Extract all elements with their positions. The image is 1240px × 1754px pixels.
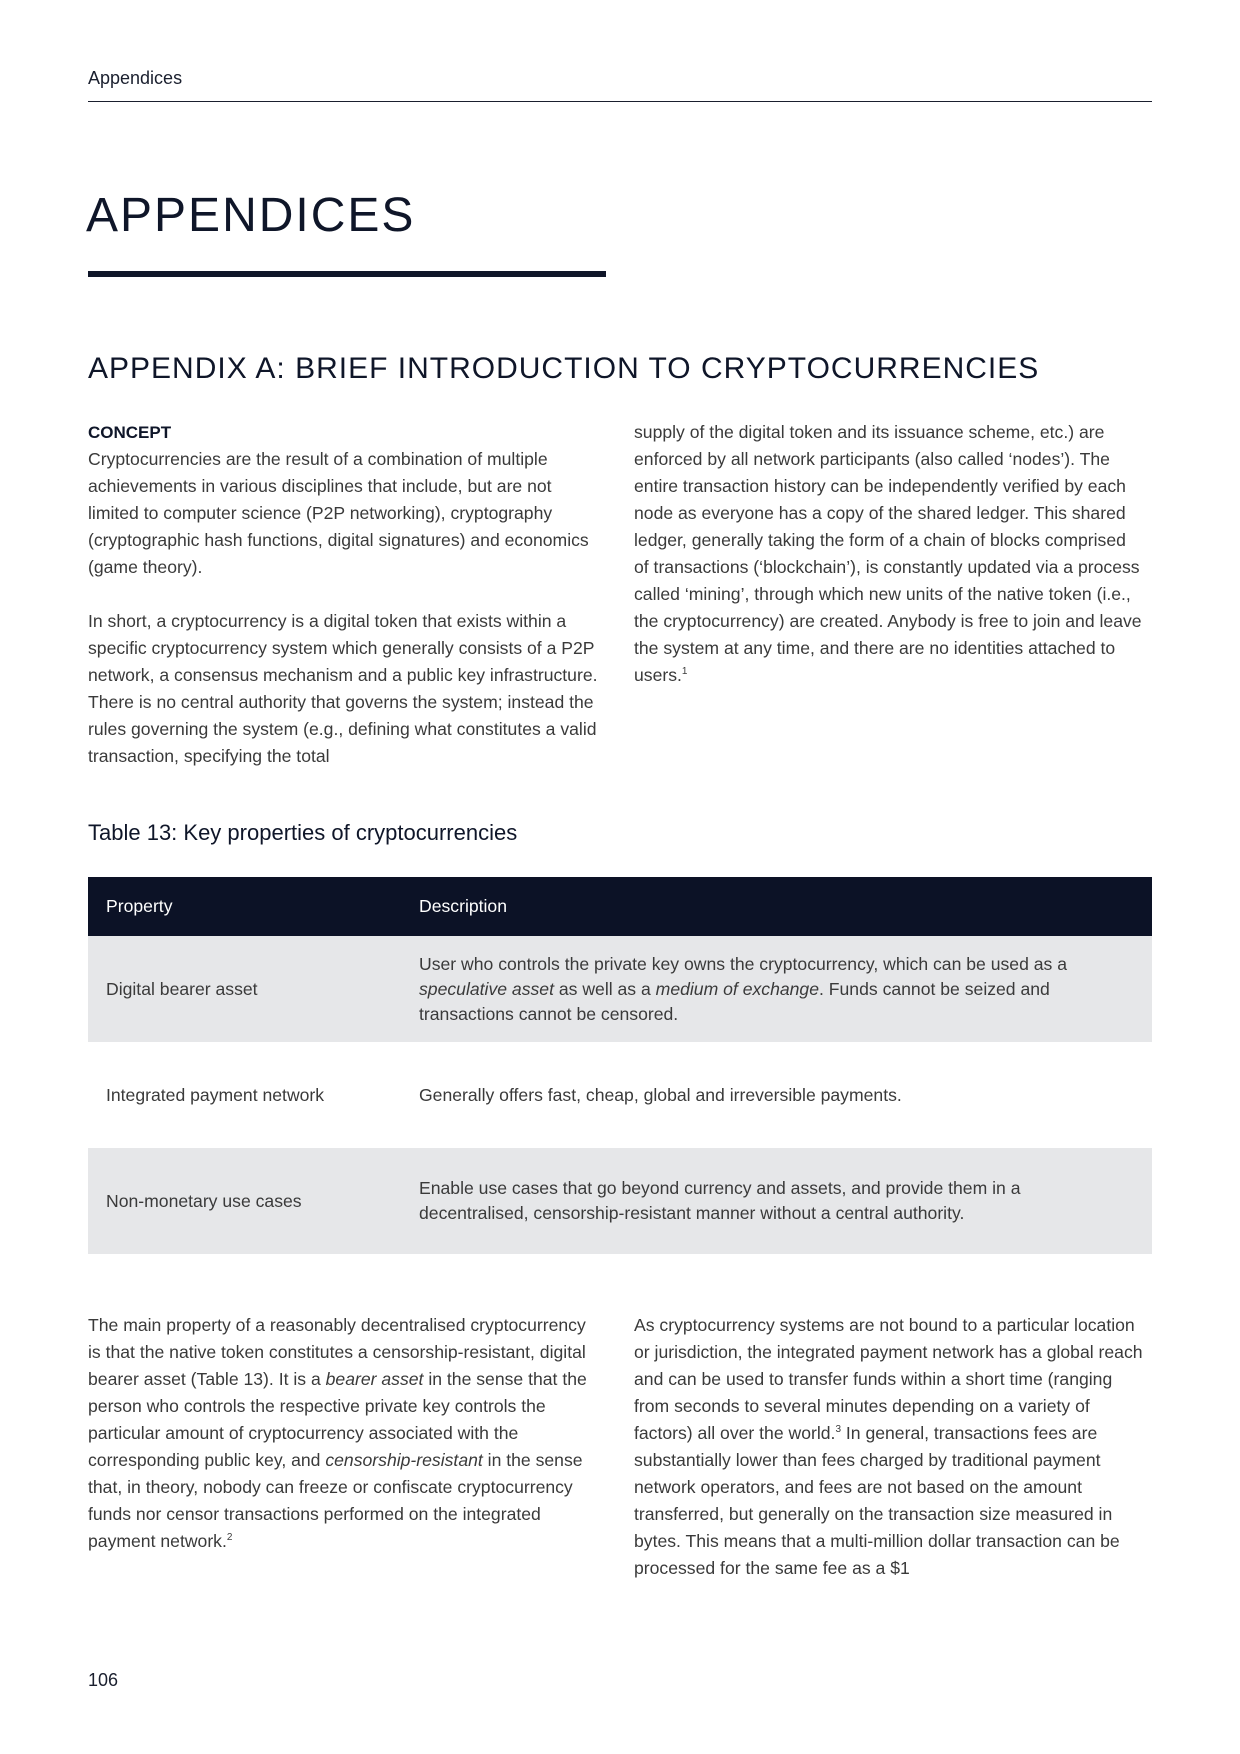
body-text: As cryptocurrency systems are not bound to a particular location or jurisdiction, the integrated payment network has a global reach and can be used to transfer funds within a short time (ranging from seconds to several minutes depending on a variety of factors) all over the world. xyxy=(634,1315,1143,1443)
table-header-row xyxy=(88,877,1152,936)
column-header-property: Property xyxy=(88,877,401,936)
body-text: The main property of a reasonably decentralised cryptocurrency is that the native token constitutes a censorship-resistant, digital bearer asset (Table 13). It is a xyxy=(88,1315,586,1389)
header-divider xyxy=(88,101,1152,102)
property-cell: Digital bearer asset xyxy=(88,936,401,1042)
table-caption: Table 13: Key properties of cryptocurrencies xyxy=(88,820,518,845)
footnote-ref-3[interactable]: 3 xyxy=(835,1424,841,1435)
title-underline xyxy=(88,271,606,277)
bearer-asset-emphasis: bearer asset xyxy=(325,1369,424,1389)
body-right-column xyxy=(634,1312,1144,1582)
description-text: as well as a xyxy=(553,978,656,999)
page-number: 106 xyxy=(88,1670,119,1690)
body-text: in the sense that, in theory, nobody can freeze or confiscate cryptocurrency funds nor censor transactions performed on the integrated payment network. xyxy=(88,1450,583,1551)
intro-paragraph-2-text: supply of the digital token and its issuance scheme, etc.) are enforced by all network participants (also called ‘nodes’). The entire transaction history can be independently verified by each node as everyone has a copy of the shared ledger. This shared ledger, generally taking the form of a chain of blocks comprised of transactions (‘blockchain’), is constantly updated via a process called ‘mining’, through which new units of the native token (i.e., the cryptocurrency) are created. Anybody is free to join and leave the system at any time, and there are no identities attached to users. xyxy=(634,422,1142,685)
description-text: . Funds cannot be seized and transactions cannot be censored. xyxy=(419,978,1050,1024)
concept-subheading: CONCEPT xyxy=(88,423,172,442)
property-cell: Integrated payment network xyxy=(106,1084,325,1105)
table-row xyxy=(88,1042,1152,1148)
description-cell xyxy=(401,936,1152,1042)
footnote-ref-2[interactable]: 2 xyxy=(226,1532,233,1543)
body-paragraph-right xyxy=(634,1312,1144,1582)
column-header-description: Description xyxy=(401,877,1152,936)
description-cell: Generally offers fast, cheap, global and irreversible payments. xyxy=(419,1084,902,1105)
body-paragraph-left xyxy=(88,1312,598,1555)
table-row xyxy=(88,1148,1152,1254)
description-text: User who controls the private key owns the cryptocurrency, which can be used as a xyxy=(419,953,1068,974)
footnote-ref-1[interactable]: 1 xyxy=(681,666,688,677)
intro-left-column xyxy=(88,419,598,770)
description-cell: Enable use cases that go beyond currency and assets, and provide them in a decentralised, censorship-resistant manner without a central authority. xyxy=(401,1148,1152,1254)
intro-paragraph-1: Cryptocurrencies are the result of a combination of multiple achievements in various disciplines that include, but are not limited to computer science (P2P networking), cryptography (cryptographic hash functions, digital signatures) and economics (game theory). xyxy=(88,449,589,577)
page-title: APPENDICES xyxy=(86,189,416,242)
intro-paragraph-2: In short, a cryptocurrency is a digital token that exists within a specific cryptocurrency system which generally consists of a P2P network, a consensus mechanism and a public key infrastructure. There is no central authority that governs the system; instead the rules governing the system (e.g., defining what constitutes a valid transaction, specifying the total xyxy=(88,611,598,766)
body-left-column xyxy=(88,1312,598,1555)
table-row xyxy=(88,936,1152,1042)
properties-table xyxy=(88,877,1152,1254)
body-text: in the sense that the person who controls the respective private key controls the particular amount of cryptocurrency associated with the corresponding public key, and xyxy=(88,1369,587,1470)
running-header: Appendices xyxy=(88,68,183,88)
body-text: In general, transactions fees are substantially lower than fees charged by traditional payment network operators, and fees are not based on the amount transferred, but generally on the transaction size measured in bytes. This means that a multi-million dollar transaction can be processed for the same fee as a $1 xyxy=(634,1423,1120,1578)
property-cell: Non-monetary use cases xyxy=(88,1148,401,1254)
description-emphasis: medium of exchange xyxy=(655,978,819,999)
censorship-resistant-emphasis: censorship-resistant xyxy=(325,1450,483,1470)
description-emphasis: speculative asset xyxy=(419,978,554,999)
section-title: APPENDIX A: BRIEF INTRODUCTION TO CRYPTOCURRENCIES xyxy=(88,352,1040,385)
intro-right-column xyxy=(634,419,1144,689)
intro-paragraph-2-continued xyxy=(634,419,1144,689)
